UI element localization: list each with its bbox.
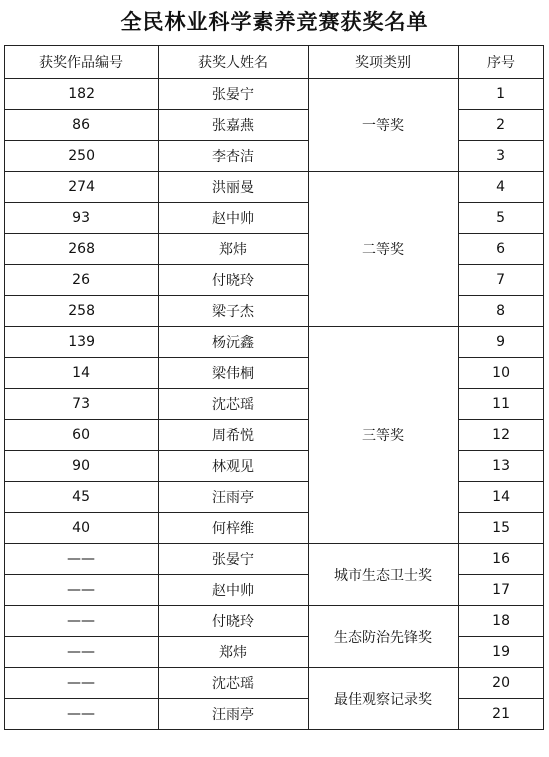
row-no: 1 (459, 79, 544, 110)
row-no: 2 (459, 110, 544, 141)
row-no: 10 (459, 358, 544, 389)
winner-name: 赵中帅 (159, 575, 309, 606)
row-no: 8 (459, 296, 544, 327)
table-row (5, 296, 544, 327)
work-number: 14 (5, 358, 159, 389)
header-work: 获奖作品编号 (5, 46, 159, 79)
winner-name: 张晏宁 (159, 544, 309, 575)
work-number: 93 (5, 203, 159, 234)
winner-name: 郑炜 (159, 637, 309, 668)
category-cell: 生态防治先锋奖 (309, 606, 459, 668)
work-number: 268 (5, 234, 159, 265)
work-number: 45 (5, 482, 159, 513)
table-row (5, 203, 544, 234)
work-number: 182 (5, 79, 159, 110)
row-no: 19 (459, 637, 544, 668)
table-row (5, 637, 544, 668)
winner-name: 付晓玲 (159, 265, 309, 296)
work-number: 274 (5, 172, 159, 203)
table-row (5, 575, 544, 606)
work-number: 139 (5, 327, 159, 358)
work-number: 40 (5, 513, 159, 544)
work-number: —— (5, 544, 159, 575)
row-no: 3 (459, 141, 544, 172)
table-row (5, 234, 544, 265)
work-number: 258 (5, 296, 159, 327)
work-number: 26 (5, 265, 159, 296)
winner-name: 张晏宁 (159, 79, 309, 110)
header-category: 奖项类别 (309, 46, 459, 79)
table-row (5, 668, 544, 699)
row-no: 9 (459, 327, 544, 358)
award-table (4, 45, 544, 730)
row-no: 4 (459, 172, 544, 203)
table-row (5, 420, 544, 451)
winner-name: 沈芯瑶 (159, 389, 309, 420)
work-number: 90 (5, 451, 159, 482)
winner-name: 沈芯瑶 (159, 668, 309, 699)
row-no: 18 (459, 606, 544, 637)
table-row (5, 699, 544, 730)
row-no: 13 (459, 451, 544, 482)
row-no: 20 (459, 668, 544, 699)
row-no: 21 (459, 699, 544, 730)
winner-name: 李杏洁 (159, 141, 309, 172)
work-number: —— (5, 606, 159, 637)
winner-name: 梁子杰 (159, 296, 309, 327)
winner-name: 郑炜 (159, 234, 309, 265)
winner-name: 周希悦 (159, 420, 309, 451)
winner-name: 洪丽曼 (159, 172, 309, 203)
table-header-row (5, 46, 544, 79)
work-number: 73 (5, 389, 159, 420)
row-no: 6 (459, 234, 544, 265)
row-no: 7 (459, 265, 544, 296)
winner-name: 杨沅鑫 (159, 327, 309, 358)
category-cell: 一等奖 (309, 79, 459, 172)
table-row (5, 482, 544, 513)
winner-name: 张嘉燕 (159, 110, 309, 141)
row-no: 15 (459, 513, 544, 544)
table-row (5, 544, 544, 575)
winner-name: 林观见 (159, 451, 309, 482)
header-no: 序号 (459, 46, 544, 79)
winner-name: 付晓玲 (159, 606, 309, 637)
table-row (5, 327, 544, 358)
table-row (5, 513, 544, 544)
work-number: —— (5, 668, 159, 699)
work-number: —— (5, 637, 159, 668)
table-row (5, 451, 544, 482)
winner-name: 汪雨亭 (159, 482, 309, 513)
work-number: —— (5, 699, 159, 730)
row-no: 17 (459, 575, 544, 606)
winner-name: 赵中帅 (159, 203, 309, 234)
category-cell: 三等奖 (309, 327, 459, 544)
table-row (5, 358, 544, 389)
table-row (5, 141, 544, 172)
winner-name: 汪雨亭 (159, 699, 309, 730)
category-cell: 二等奖 (309, 172, 459, 327)
row-no: 16 (459, 544, 544, 575)
table-row (5, 172, 544, 203)
category-cell: 城市生态卫士奖 (309, 544, 459, 606)
row-no: 5 (459, 203, 544, 234)
row-no: 12 (459, 420, 544, 451)
row-no: 11 (459, 389, 544, 420)
row-no: 14 (459, 482, 544, 513)
winner-name: 何梓维 (159, 513, 309, 544)
table-row (5, 265, 544, 296)
header-name: 获奖人姓名 (159, 46, 309, 79)
table-row (5, 389, 544, 420)
table-row (5, 79, 544, 110)
winner-name: 梁伟桐 (159, 358, 309, 389)
work-number: 250 (5, 141, 159, 172)
table-row (5, 110, 544, 141)
table-row (5, 606, 544, 637)
page-title: 全民林业科学素养竞赛获奖名单 (120, 10, 429, 34)
category-cell: 最佳观察记录奖 (309, 668, 459, 730)
work-number: —— (5, 575, 159, 606)
work-number: 86 (5, 110, 159, 141)
work-number: 60 (5, 420, 159, 451)
